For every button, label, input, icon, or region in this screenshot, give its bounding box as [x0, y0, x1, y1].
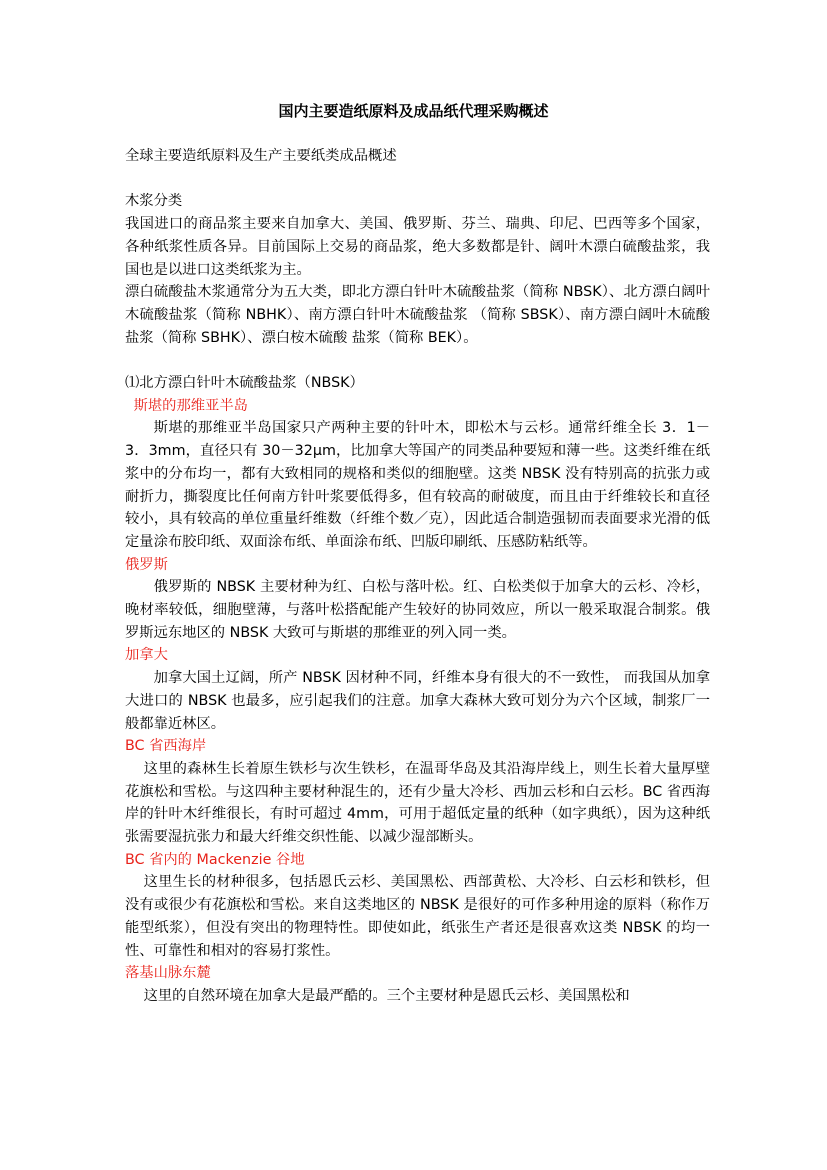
paragraph-import: 我国进口的商品浆主要来自加拿大、美国、俄罗斯、芬兰、瑞典、印尼、巴西等多个国家，各种纸浆性质各异。目前国际上交易的商品浆，绝大多数都是针、阔叶木漂白硫酸盐浆，我国也是以进口这类纸浆为主。 — [125, 216, 710, 278]
paragraph-canada: 加拿大国土辽阔，所产 NBSK 因材种不同，纤维本身有很大的不一致性， 而我国从加拿大进口的 NBSK 也最多，应引起我们的注意。加拿大森林大致可划分为六个区域，制浆厂一般都靠近林区。 — [125, 670, 710, 732]
document-subtitle: 全球主要造纸原料及生产主要纸类成品概述 — [125, 148, 397, 164]
heading-canada: 加拿大 — [125, 647, 168, 664]
paragraph-scandinavia: 斯堪的那维亚半岛国家只产两种主要的针叶木，即松木与云杉。通常纤维全长 3．1－3．3mm，直径只有 30－32μm，比加拿大等国产的同类品种要短和薄一些。这类纤维在纸浆中的分布均一，都有大致相同的规格和类似的细胞壁。这类 NBSK 没有特别高的抗张力或耐折力，撕裂度比任何南方针叶浆要低得多，但有较高的耐破度，而且由于纤维较长和直径较小，具有较高的单位重量纤维数（纤维个数／克），因此适合制造强韧而表面要求光滑的低定量涂布胶印纸、双面涂布纸、单面涂布纸、凹版印刷纸、压感防粘纸等。 — [125, 420, 710, 550]
heading-russia: 俄罗斯 — [125, 556, 168, 573]
heading-rockies: 落基山脉东麓 — [125, 965, 211, 982]
heading-bc-west-coast: BC 省西海岸 — [125, 738, 207, 755]
spacer — [125, 349, 710, 372]
paragraph-russia: 俄罗斯的 NBSK 主要材种为红、白松与落叶松。红、白松类似于加拿大的云杉、冷杉，晚材率较低，细胞壁薄，与落叶松搭配能产生较好的协同效应，所以一般采取混合制浆。俄罗斯远东地区的 NBSK 大致可与斯堪的那维亚的列入同一类。 — [125, 579, 710, 641]
paragraph-five-types: 漂白硫酸盐木浆通常分为五大类，即北方漂白针叶木硫酸盐浆（简称 NBSK）、北方漂白阔叶木硫酸盐浆（简称 NBHK）、南方漂白针叶木硫酸盐浆 （简称 SBSK）、南方漂白阔叶木硫酸盐浆（简称 SBHK）、漂白桉木硫酸 盐浆（简称 BEK）。 — [125, 284, 710, 346]
paragraph-rockies: 这里的自然环境在加拿大是最严酷的。三个主要材种是恩氏云杉、美国黑松和 — [143, 987, 630, 1004]
paragraph-bc-west-coast: 这里的森林生长着原生铁杉与次生铁杉，在温哥华岛及其沿海岸线上，则生长着大量厚壁花旗松和雪松。与这四种主要材种混生的，还有少量大冷杉、西加云杉和白云杉。BC 省西海岸的针叶木纤维很长，有时可超过 4mm，可用于超低定量的纸种（如字典纸），因为这种纸张需要湿抗张力和最大纤维交织性能、以减少湿部断头。 — [125, 760, 710, 846]
document-body — [125, 145, 710, 1008]
heading-scandinavia: 斯堪的那维亚半岛 — [133, 397, 248, 414]
paragraph-bc-mackenzie: 这里生长的材种很多，包括恩氏云杉、美国黑松、西部黄松、大冷杉、白云杉和铁杉，但没有或很少有花旗松和雪松。来自这类地区的 NBSK 是很好的可作多种用途的原料（称作万能型纸浆），但没有突出的物理特性。即使如此，纸张生产者还是很喜欢这类 NBSK 的均一性、可靠性和相对的容易打浆性。 — [125, 874, 710, 959]
section-heading-wood-pulp: 木浆分类 — [125, 193, 183, 210]
spacer — [125, 168, 710, 191]
heading-bc-mackenzie: BC 省内的 Mackenzie 谷地 — [125, 851, 305, 868]
document-title: 国内主要造纸原料及成品纸代理采购概述 — [278, 102, 549, 120]
section-heading-nbsk: ⑴北方漂白针叶木硫酸盐浆（NBSK） — [125, 375, 364, 391]
